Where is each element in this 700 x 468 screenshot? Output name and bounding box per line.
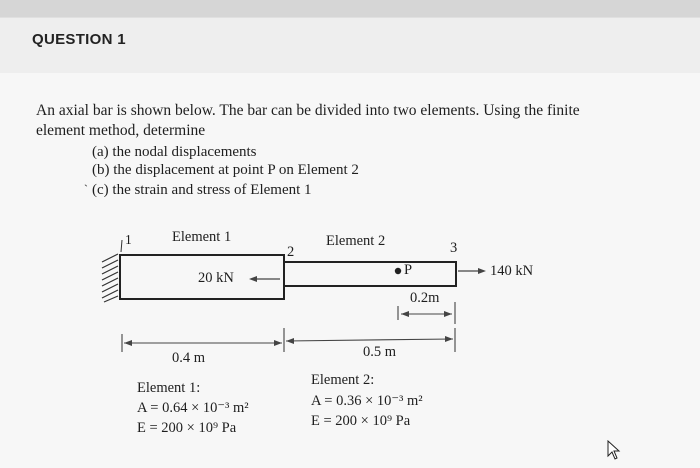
force-20kn-arrow — [249, 276, 280, 282]
length-dimensions — [122, 328, 455, 352]
item-c-mark: ` — [84, 182, 88, 196]
point-p-label: P — [404, 262, 413, 278]
p-distance-label: 0.2m — [410, 290, 440, 306]
mouse-pointer-icon — [606, 440, 622, 465]
element-1-modulus: E = 200 × 10⁹ Pa — [137, 420, 237, 436]
question-item-a: (a) the nodal displacements — [92, 144, 257, 160]
force-140kn-arrow — [458, 268, 486, 274]
point-p-dot — [395, 268, 401, 274]
element-2-modulus: E = 200 × 10⁹ Pa — [311, 413, 411, 429]
question-title: QUESTION 1 — [32, 31, 126, 48]
length-2-label: 0.5 m — [363, 344, 397, 360]
element-2-props-title: Element 2: — [311, 372, 375, 388]
node-3-label: 3 — [450, 240, 458, 256]
force-140kn-label: 140 kN — [490, 263, 534, 279]
element-1-area: A = 0.64 × 10⁻³ m² — [137, 400, 249, 416]
fixed-wall — [102, 254, 120, 302]
element-2-bar — [284, 262, 456, 286]
element-1-label: Element 1 — [172, 229, 232, 245]
element-2-area: A = 0.36 × 10⁻³ m² — [311, 393, 423, 409]
question-statement-line-1: An axial bar is shown below. The bar can be divided into two elements. Using the finite — [36, 102, 580, 119]
element-1-props-title: Element 1: — [137, 380, 201, 396]
question-statement-line-2: element method, determine — [36, 122, 206, 139]
length-1-label: 0.4 m — [172, 350, 206, 366]
question-item-c: (c) the strain and stress of Element 1 — [92, 182, 312, 198]
element-2-label: Element 2 — [326, 233, 386, 249]
question-item-b: (b) the displacement at point P on Element 2 — [92, 162, 359, 178]
node-2-label: 2 — [287, 244, 295, 260]
force-20kn-label: 20 kN — [198, 270, 234, 286]
node-1-label: 1 — [125, 232, 132, 247]
